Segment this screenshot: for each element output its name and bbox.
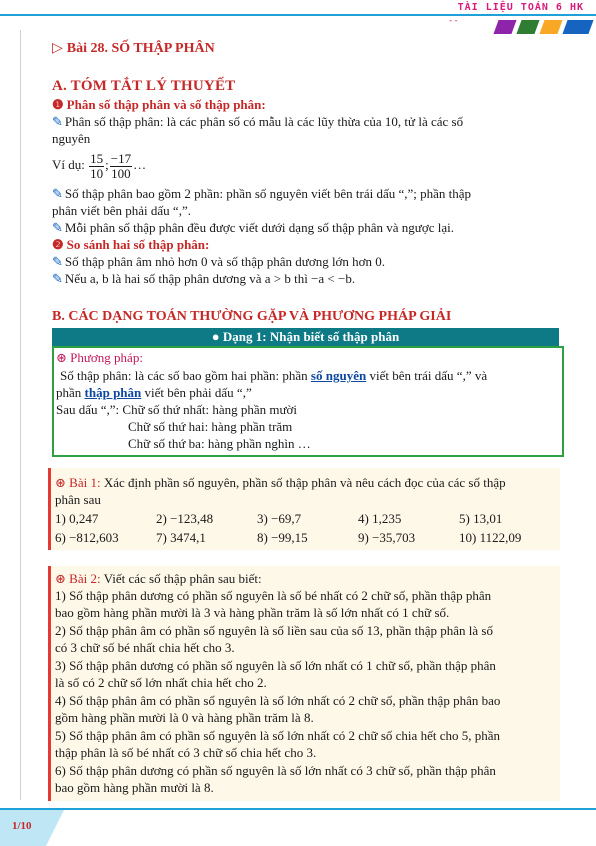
- number-one-icon: ❶: [52, 97, 64, 112]
- exercise-2-line: 3) Số thập phân dương có phần số nguyên là số lớn nhất có 1 chữ số, phần thập phân: [55, 658, 496, 673]
- exercise-1-item: 5) 13,01: [459, 511, 503, 526]
- exercise-1-label: ⊛ Bài 1:: [55, 475, 101, 490]
- exercise-1-row-1: [55, 511, 560, 527]
- fraction-2: $\frac{-17}{100}$: [110, 150, 132, 181]
- exercise-2-line: 6) Số thập phân dương có phần số nguyên là số lớn nhất có 3 chữ số, phần thập phân: [55, 763, 496, 778]
- method-line-4: Chữ số thứ hai: hàng phần trăm: [128, 419, 293, 434]
- pencil-icon: ✎: [52, 186, 63, 201]
- exercise-1-item: 3) −69,7: [257, 511, 302, 526]
- lesson-title: [52, 40, 215, 57]
- exercise-1-prompt-cont: phân sau: [55, 492, 101, 507]
- section-a-paragraph-1-cont: nguyên: [52, 131, 91, 146]
- section-a-title: A. TÓM TẮT LÝ THUYẾT: [52, 78, 236, 94]
- section-a-paragraph-3: ✎ Mỗi phân số thập phân đều được viết dưới dạng số thập phân và ngược lại.: [52, 220, 454, 235]
- exercise-1-item: 10) 1122,09: [459, 530, 522, 545]
- bullet-dot-icon: ●: [211, 329, 220, 344]
- exercise-1-prompt: ⊛ Bài 1: Xác định phần số nguyên, phần số thập phân và nêu cách đọc của các số thập: [55, 475, 506, 490]
- method-line-3: Sau dấu “,”: Chữ số thứ nhất: hàng phần mười: [56, 402, 298, 417]
- left-margin-rule: [20, 30, 21, 800]
- method-line-1: Số thập phân: là các số bao gồm hai phần: phần số nguyên viết bên trái dấu “,” và: [60, 368, 488, 383]
- pencil-icon: ✎: [52, 271, 63, 286]
- exercise-1-row-2: [55, 530, 560, 546]
- lesson-title-text: Bài 28. SỐ THẬP PHÂN: [66, 41, 215, 56]
- header-color-bar-purple: [493, 20, 516, 34]
- fraction-1: $\frac{15}{10}$: [90, 150, 104, 181]
- footer-tab-wedge: [46, 810, 64, 846]
- exercise-2-line: bao gồm hàng phần mười là 3 và hàng phần trăm là số lớn nhất có 1 chữ số.: [55, 605, 450, 620]
- number-two-icon: ❷: [52, 237, 64, 252]
- section-b-title: B. CÁC DẠNG TOÁN THƯỜNG GẶP VÀ PHƯƠNG PHÁP GIẢI: [52, 309, 452, 324]
- exercise-1-item: 4) 1,235: [358, 511, 402, 526]
- header-title: TÀI LIỆU TOÁN 6 HK: [457, 2, 584, 13]
- dang-1-banner: ● Dạng 1: Nhận biết số thập phân: [52, 328, 559, 346]
- section-a-example: Ví dụ: $\frac{15}{10}$ ; $\frac{-17}{100}$ …: [52, 150, 147, 181]
- exercise-1-item: 9) −35,703: [358, 530, 416, 545]
- exercise-1-item: 2) −123,48: [156, 511, 214, 526]
- header-color-bar-green: [516, 20, 539, 34]
- exercise-2-line: thập phân là số bé nhất có 3 chữ số chia hết cho 3.: [55, 745, 317, 760]
- exercise-2-line: là số có 2 chữ số lớn nhất chia hết cho 2.: [55, 675, 267, 690]
- header-color-bar-blue: [562, 20, 593, 34]
- method-line-2: phần thập phân viết bên phải dấu “,”: [56, 385, 252, 400]
- pencil-icon: ✎: [52, 220, 63, 235]
- header-rule: [0, 14, 596, 16]
- header-dash: --: [448, 16, 459, 26]
- method-line-5: Chữ số thứ ba: hàng phần nghìn …: [128, 436, 311, 451]
- exercise-2-line: có 3 chữ số bé nhất chia hết cho 3.: [55, 640, 235, 655]
- triangle-icon: ▷: [52, 41, 63, 56]
- exercise-2-label: ⊛ Bài 2:: [55, 571, 101, 586]
- method-label: ⊛ Phương pháp:: [56, 350, 143, 365]
- exercise-1-item: 8) −99,15: [257, 530, 308, 545]
- exercise-1-item: 6) −812,603: [55, 530, 119, 545]
- header-color-bar-yellow: [539, 20, 562, 34]
- section-a-heading-1: ❶ Phân số thập phân và số thập phân:: [52, 97, 266, 112]
- method-box: [52, 346, 564, 457]
- exercise-2-line: 2) Số thập phân âm có phần số nguyên là số liền sau của số 13, phần thập phân là số: [55, 623, 493, 638]
- footer-rule: [0, 808, 596, 810]
- exercise-2-box: [48, 566, 560, 801]
- section-a-paragraph-2-cont: phân viết bên phải dấu “,”.: [52, 203, 191, 218]
- section-a-paragraph-5: ✎ Nếu a, b là hai số thập phân dương và a > b thì −a < −b.: [52, 271, 356, 286]
- exercise-2-line: 1) Số thập phân dương có phần số nguyên là số bé nhất có 2 chữ số, phần thập phân: [55, 588, 492, 603]
- section-a-heading-2: ❷ So sánh hai số thập phân:: [52, 237, 210, 252]
- exercise-1-item: 1) 0,247: [55, 511, 99, 526]
- section-a-paragraph-4: ✎ Số thập phân âm nhỏ hơn 0 và số thập phân dương lớn hơn 0.: [52, 254, 386, 269]
- exercise-2-line: 5) Số thập phân âm có phần số nguyên là số lớn nhất có 2 chữ số chia hết cho 5, phần: [55, 728, 500, 743]
- exercise-1-box: [48, 468, 560, 550]
- pencil-icon: ✎: [52, 254, 63, 269]
- exercise-2-line: gồm hàng phần mười là 0 và hàng phần trăm là 8.: [55, 710, 314, 725]
- pencil-icon: ✎: [52, 114, 63, 129]
- exercise-2-line: bao gồm hàng phần mười là 8.: [55, 780, 214, 795]
- section-a-paragraph-1: ✎ Phân số thập phân: là các phân số có mẫu là các lũy thừa của 10, tử là các số: [52, 114, 464, 129]
- circle-bullet-icon: ⊛: [56, 350, 67, 365]
- page-number: 1/10: [12, 820, 32, 832]
- exercise-2-prompt: ⊛ Bài 2: Viết các số thập phân sau biết:: [55, 571, 262, 586]
- exercise-1-item: 7) 3474,1: [156, 530, 206, 545]
- exercise-2-line: 4) Số thập phân âm có phần số nguyên là số lớn nhất có 2 chữ số, phần thập phân bao: [55, 693, 501, 708]
- section-a-paragraph-2: ✎ Số thập phân bao gồm 2 phần: phần số nguyên viết bên trái dấu “,”; phần thập: [52, 186, 472, 201]
